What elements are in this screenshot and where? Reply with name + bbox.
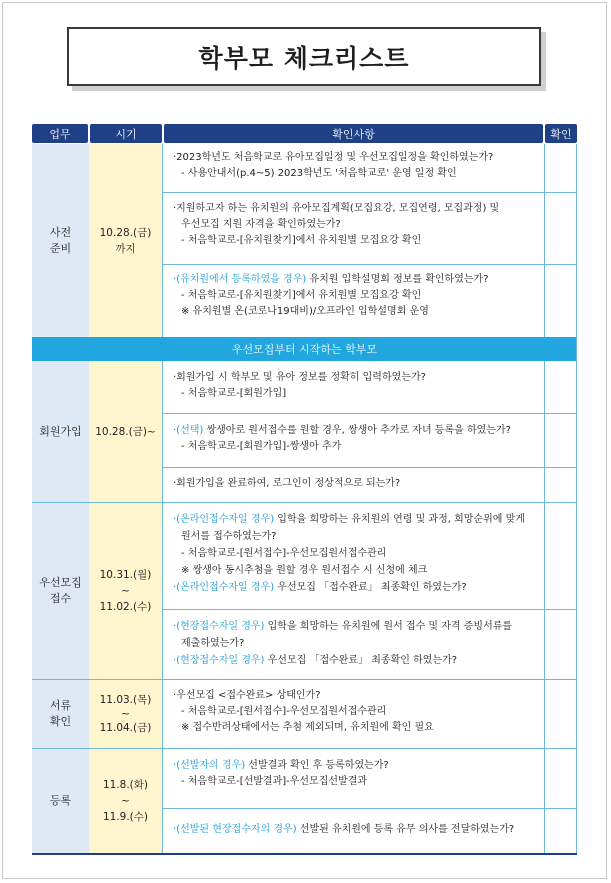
date-signup: [89, 361, 162, 502]
item-subtext: - 사용안내서(p.4~5) 2023학년도 '처음학교로' 운영 일정 확인: [181, 168, 457, 179]
item-subtext: - 처음학교로-[유치원찾기]에서 유치원별 모집요강 확인: [181, 235, 422, 246]
column-rule: [162, 361, 163, 853]
item-note: ※ 접수반려상태에서는 추첨 제외되며, 유치원에 확인 필요: [181, 722, 434, 733]
item-text: 쌍생아로 원서접수를 원할 경우, 쌍생아 추가로 자녀 등록을 하였는가?: [203, 425, 511, 436]
divider: [163, 192, 577, 193]
date-docs: [89, 680, 162, 748]
category-pre: [32, 144, 89, 337]
header-confirm: 확인: [545, 124, 577, 143]
signup-item-3: [163, 476, 545, 492]
category-signup: [32, 361, 89, 502]
item-condition: ·(선발자의 경우): [173, 760, 246, 771]
column-rule: [162, 144, 163, 337]
date-pre: [89, 144, 162, 337]
item-text-cont: 원서를 접수하였는가?: [181, 531, 277, 542]
item-subtext: - 처음학교로-[원서접수]-우선모집원서접수관리: [181, 706, 387, 717]
pre-item-2: [163, 201, 545, 249]
signup-item-1: [163, 370, 545, 402]
item-text: 선발된 유치원에 등록 유무 의사를 전달하였는가?: [296, 824, 515, 835]
divider: [163, 808, 577, 809]
category-label: 사전: [49, 225, 72, 239]
item-condition: ·(현장접수자일 경우): [173, 621, 265, 632]
item-condition: ·(온라인접수자일 경우): [173, 582, 275, 593]
divider: [163, 264, 577, 265]
header-task: 업무: [32, 124, 88, 143]
item-text: 선발결과 확인 후 등록하였는가?: [245, 760, 389, 771]
date-label: 10.28.(금): [99, 226, 152, 239]
item-note: ※ 유치원별 온(코로나19대비)/오프라인 입학설명회 운영: [181, 306, 429, 317]
register-item-2: [163, 822, 545, 838]
date-label: 11.03.(목): [99, 694, 152, 706]
category-register: [32, 749, 89, 853]
date-label: 11.9.(수): [102, 811, 149, 823]
divider: [163, 467, 577, 468]
item-text: 우선모집 「접수완료」 최종확인 하였는가?: [264, 655, 458, 666]
item-text: ·지원하고자 하는 유치원의 유아모집계획(모집요강, 모집연령, 모집과정) 및: [173, 203, 500, 214]
category-apply: [32, 503, 89, 679]
category-label: 접수: [49, 592, 72, 605]
date-register: [89, 749, 162, 853]
signup-item-2: [163, 423, 545, 455]
item-subtext: - 처음학교로-[회원가입]-쌍생아 추가: [181, 441, 342, 452]
item-condition: ·(유치원에서 등록하였을 경우): [173, 274, 307, 285]
item-subtext: - 처음학교로-[회원가입]: [181, 388, 287, 399]
category-label: 우선모집: [39, 576, 82, 589]
item-subtext: - 처음학교로-[유치원찾기]에서 유치원별 모집요강 확인: [181, 290, 422, 301]
apply-item-2: [163, 618, 545, 669]
pre-item-3: [163, 272, 545, 320]
date-label: ~: [121, 708, 130, 720]
category-docs: [32, 680, 89, 748]
column-rule: [544, 144, 545, 337]
docs-item-1: [163, 688, 545, 736]
item-text: ·2023학년도 처음학교로 유아모집일정 및 우선모집일정을 확인하였는가?: [173, 152, 494, 163]
item-condition: ·(현장접수자일 경우): [173, 655, 265, 666]
header-checklist: 확인사항: [164, 124, 543, 143]
date-label: 까지: [115, 242, 136, 255]
category-label: 등록: [49, 794, 72, 807]
table-right-border: [576, 144, 577, 853]
divider: [163, 413, 577, 414]
register-item-1: [163, 758, 545, 790]
category-label: 서류: [49, 699, 72, 712]
item-text-cont: 제출하였는가?: [181, 638, 245, 649]
category-label: 회원가입: [39, 424, 82, 438]
title-box: [67, 27, 541, 86]
date-label: ~: [121, 795, 130, 807]
category-label: 확인: [49, 715, 72, 728]
item-text: 유치원 입학설명회 정보를 확인하였는가?: [306, 274, 489, 285]
page-title: 학부모 체크리스트: [198, 43, 410, 73]
item-condition: ·(온라인접수자일 경우): [173, 514, 275, 525]
date-label: 11.04.(금): [99, 722, 152, 734]
item-text: ·회원가입을 완료하여, 로그인이 정상적으로 되는가?: [173, 478, 401, 489]
section-banner: 우선모집부터 시작하는 학부모: [32, 337, 577, 361]
item-subtext: - 처음학교로-[원서접수]-우선모집원서접수관리: [181, 548, 387, 559]
apply-item-1: [163, 511, 545, 596]
item-note: ※ 쌍생아 동시추첨을 원할 경우 원서접수 시 신청에 체크: [181, 565, 428, 576]
item-text: 입학을 희망하는 유치원에 원서 접수 및 자격 증빙서류를: [264, 621, 513, 632]
date-label: 11.8.(화): [102, 779, 149, 791]
date-apply: [89, 503, 162, 679]
item-text: 입학을 희망하는 유치원의 연령 및 과정, 희망순위에 맞게: [274, 514, 525, 525]
category-label: 준비: [49, 241, 72, 255]
table-bottom-rule: [32, 853, 577, 855]
column-rule: [544, 361, 545, 853]
item-text-cont: 우선모집 지원 자격을 확인하였는가?: [181, 219, 341, 230]
date-label: 10.28.(금)~: [95, 425, 156, 438]
item-condition: ·(선택): [173, 425, 204, 436]
divider: [163, 609, 577, 610]
item-text: ·회원가입 시 학부모 및 유아 정보를 정확히 입력하였는가?: [173, 372, 426, 383]
item-condition: ·(선발된 현장접수자의 경우): [173, 824, 297, 835]
item-subtext: - 처음학교로-[선발결과]-우선모집선발결과: [181, 776, 368, 787]
date-label: 10.31.(월): [99, 569, 152, 581]
date-label: 11.02.(수): [99, 601, 152, 613]
pre-item-1: [163, 150, 545, 182]
date-label: ~: [121, 585, 130, 597]
item-text: 우선모집 「접수완료」 최종확인 하였는가?: [274, 582, 467, 593]
header-period: 시기: [90, 124, 162, 143]
item-text: ·우선모집 <접수완료> 상태인가?: [173, 690, 321, 701]
